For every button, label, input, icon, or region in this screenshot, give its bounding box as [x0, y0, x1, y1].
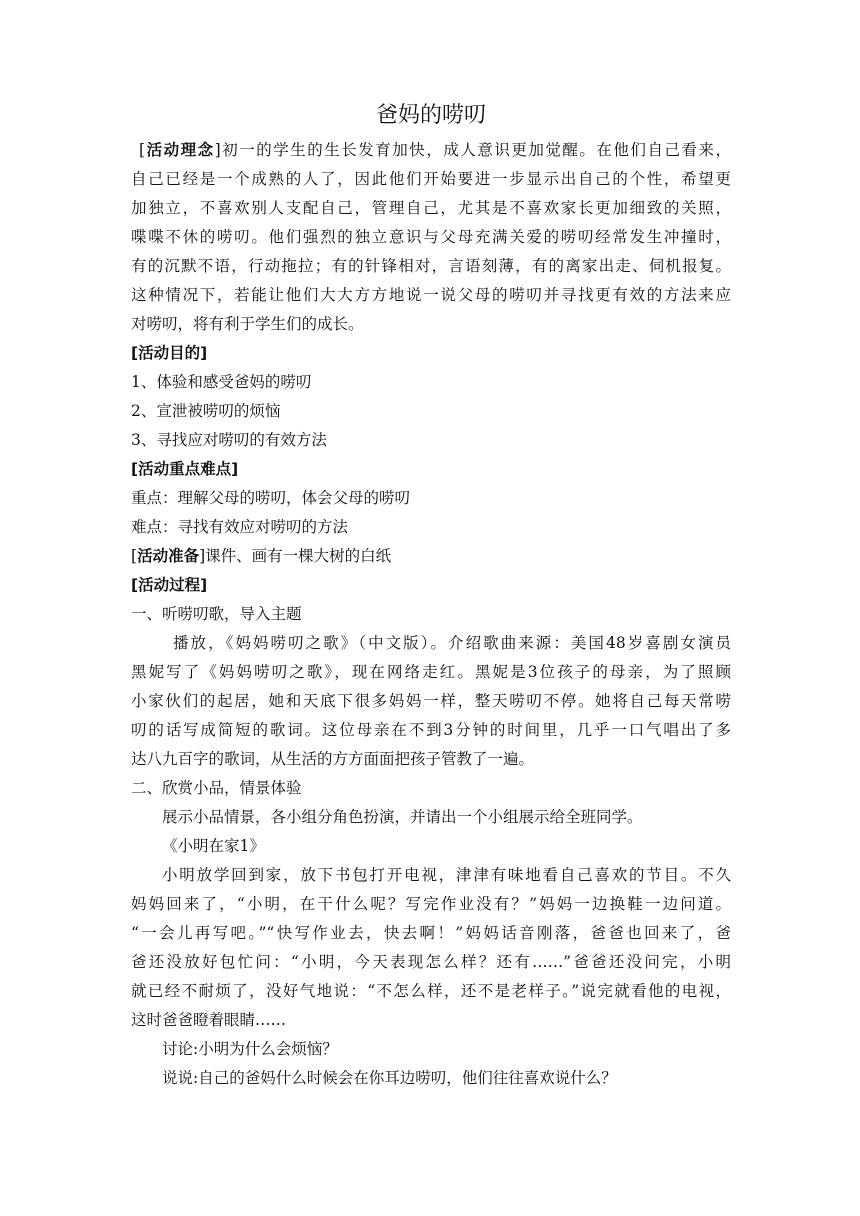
prep-line — [131, 542, 731, 571]
keypoint-item-2: 难点：寻找有效应对唠叨的方法 — [131, 518, 349, 536]
concept-line-6: 这种情况下，若能让他们大大方方地说一说父母的唠叨并寻找更有效的方法来应 — [131, 286, 731, 304]
section-goals — [131, 339, 731, 455]
talk-line: 说说:自己的爸妈什么时候会在你耳边唠叨，他们往往喜欢说什么？ — [162, 1069, 617, 1087]
skit-line-5: 就已经不耐烦了，没好气地说：“不怎么样，还不是老样子。”说完就看他的电视， — [131, 982, 731, 1000]
skit-line-2: 妈妈回来了，“小明，在干什么呢？写完作业没有？”妈妈一边换鞋一边问道。 — [131, 895, 731, 913]
document-page — [131, 98, 731, 1093]
step1-line-3: 小家伙们的起居，她和天底下很多妈妈一样，整天唠叨不停。她将自己每天常唠 — [131, 692, 731, 710]
concept-line-4: 喋喋不休的唠叨。他们强烈的独立意识与父母充满关爱的唠叨经常发生冲撞时， — [131, 228, 731, 246]
concept-line-1 — [131, 136, 731, 165]
step1-line-4: 叨的话写成简短的歌词。这位母亲在不到3分钟的时间里，几乎一口气唱出了多 — [131, 721, 731, 739]
step2-intro: 展示小品情景，各小组分角色扮演，并请出一个小组展示给全班同学。 — [162, 808, 643, 826]
skit-line-3: “一会儿再写吧。”“快写作业去，快去啊！”妈妈话音刚落，爸爸也回来了，爸 — [131, 924, 731, 942]
keypoint-item-1: 重点：理解父母的唠叨，体会父母的唠叨 — [131, 489, 411, 507]
keypoints-heading: [活动重点难点] — [131, 460, 239, 478]
section-concept — [131, 136, 731, 339]
section-keypoints — [131, 455, 731, 542]
concept-text: 初一的学生的生长发育加快，成人意识更加觉醒。在他们自己看来， — [220, 141, 731, 159]
skit-line-4: 爸还没放好包忙问：“小明，今天表现怎么样？还有……”爸爸还没问完，小明 — [131, 953, 731, 971]
step1-title: 一、听唠叨歌，导入主题 — [131, 605, 302, 623]
step1-line-1: 播放，《妈妈唠叨之歌》（中文版）。介绍歌曲来源：美国48岁喜剧女演员 — [173, 634, 731, 652]
goals-heading: [活动目的] — [131, 344, 208, 362]
step2-title: 二、欣赏小品，情景体验 — [131, 779, 302, 797]
concept-label-open: [ — [139, 141, 146, 159]
concept-line-7: 对唠叨，将有利于学生们的成长。 — [131, 315, 364, 333]
step1-line-5: 达八九百字的歌词，从生活的方方面面把孩子管教了一遍。 — [131, 750, 535, 768]
document-title: 爸妈的唠叨 — [375, 103, 486, 128]
discuss-line: 讨论:小明为什么会烦恼？ — [162, 1040, 338, 1058]
skit-line-6: 这时爸爸瞪着眼睛…… — [131, 1011, 287, 1029]
process-heading: [活动过程] — [131, 576, 208, 594]
concept-line-5: 有的沉默不语，行动拖拉；有的针锋相对，言语刻薄，有的离家出走、伺机报复。 — [131, 257, 731, 275]
prep-label-close: ] — [199, 547, 206, 565]
concept-label: 活动理念 — [145, 141, 215, 159]
section-process — [131, 571, 731, 1093]
step1-line-2: 黑妮写了《妈妈唠叨之歌》，现在网络走红。黑妮是3位孩子的母亲，为了照顾 — [131, 663, 731, 681]
concept-label-close: ] — [214, 141, 221, 159]
goal-item-3: 3、寻找应对唠叨的有效方法 — [131, 431, 327, 449]
concept-line-2: 自己已经是一个成熟的人了，因此他们开始要进一步显示出自己的个性，希望更 — [131, 170, 731, 188]
goal-item-2: 2、宣泄被唠叨的烦恼 — [131, 402, 281, 420]
goal-item-1: 1、体验和感受爸妈的唠叨 — [131, 373, 312, 391]
prep-label: 活动准备 — [137, 547, 200, 565]
concept-line-3: 加独立，不喜欢别人支配自己，管理自己，尤其是不喜欢家长更加细致的关照， — [131, 199, 731, 217]
section-prep — [131, 542, 731, 571]
prep-text: 课件、画有一棵大树的白纸 — [205, 547, 392, 565]
skit-line-1: 小明放学回到家，放下书包打开电视，津津有味地看自己喜欢的节目。不久 — [162, 866, 731, 884]
skit-title: 《小明在家1》 — [162, 837, 265, 855]
prep-label-open: [ — [131, 547, 138, 565]
